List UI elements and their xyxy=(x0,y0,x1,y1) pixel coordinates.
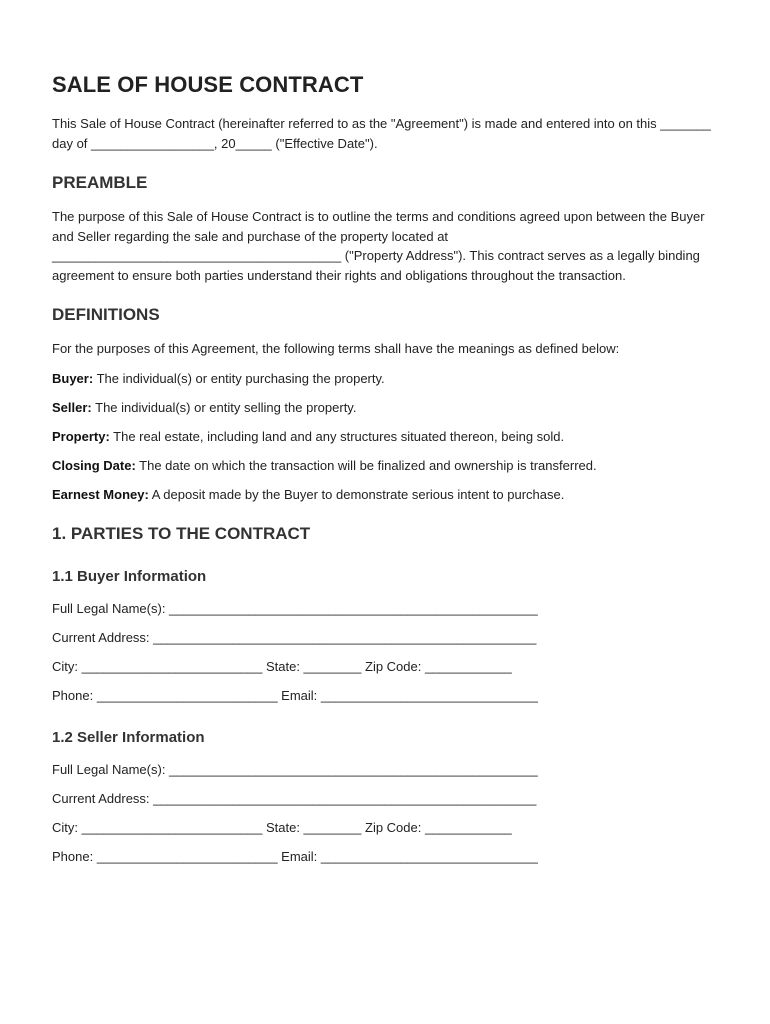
definition-term: Seller: xyxy=(52,399,92,415)
definition-buyer xyxy=(52,369,718,388)
definition-term: Earnest Money: xyxy=(52,486,149,502)
definition-text: The individual(s) or entity purchasing the property. xyxy=(93,370,385,386)
section-spacer xyxy=(52,715,718,729)
definition-term: Closing Date: xyxy=(52,457,136,473)
seller-city-state-zip-field[interactable]: City: _________________________ State: ________ Zip Code: ____________ xyxy=(52,819,512,835)
definition-property xyxy=(52,427,718,446)
definitions-intro: For the purposes of this Agreement, the following terms shall have the meanings as defined below: xyxy=(52,341,620,356)
seller-full-name-field[interactable]: Full Legal Name(s): ___________________________________________________ xyxy=(52,761,538,777)
seller-info-heading: 1.2 Seller Information xyxy=(52,728,205,746)
document-title: SALE OF HOUSE CONTRACT xyxy=(52,72,364,97)
definition-text: A deposit made by the Buyer to demonstrate serious intent to purchase. xyxy=(148,486,565,502)
definitions-heading: DEFINITIONS xyxy=(52,305,160,324)
definition-earnest-money xyxy=(52,485,718,504)
buyer-phone-email-field[interactable]: Phone: _________________________ Email: ______________________________ xyxy=(52,687,538,703)
buyer-full-name-field[interactable]: Full Legal Name(s): ___________________________________________________ xyxy=(52,600,538,616)
parties-heading: 1. PARTIES TO THE CONTRACT xyxy=(52,523,311,543)
definition-closing-date xyxy=(52,456,718,475)
definition-text: The individual(s) or entity selling the property. xyxy=(91,399,357,415)
seller-phone-email-field[interactable]: Phone: _________________________ Email: ______________________________ xyxy=(52,848,538,864)
definition-term: Property: xyxy=(52,428,110,444)
buyer-address-field[interactable]: Current Address: _____________________________________________________ xyxy=(52,629,537,645)
preamble-paragraph: The purpose of this Sale of House Contract is to outline the terms and conditions agreed upon between the Buyer and Seller regarding the sale and purchase of the property located at ________________________________________ ("Property Address"). This contract serves as a legally binding agreement to ensure both parties understand their rights and obligations throughout the transaction. xyxy=(52,209,705,283)
seller-address-field[interactable]: Current Address: _____________________________________________________ xyxy=(52,790,537,806)
intro-paragraph: This Sale of House Contract (hereinafter referred to as the "Agreement") is made and entered into on this _______ day of _________________, 20_____ ("Effective Date"). xyxy=(52,116,711,151)
preamble-heading: PREAMBLE xyxy=(52,173,148,192)
definition-text: The real estate, including land and any structures situated thereon, being sold. xyxy=(109,428,565,444)
definition-text: The date on which the transaction will be finalized and ownership is transferred. xyxy=(135,457,597,473)
definition-seller xyxy=(52,398,718,417)
buyer-city-state-zip-field[interactable]: City: _________________________ State: ________ Zip Code: ____________ xyxy=(52,658,512,674)
definition-term: Buyer: xyxy=(52,370,94,386)
buyer-info-heading: 1.1 Buyer Information xyxy=(52,567,207,585)
